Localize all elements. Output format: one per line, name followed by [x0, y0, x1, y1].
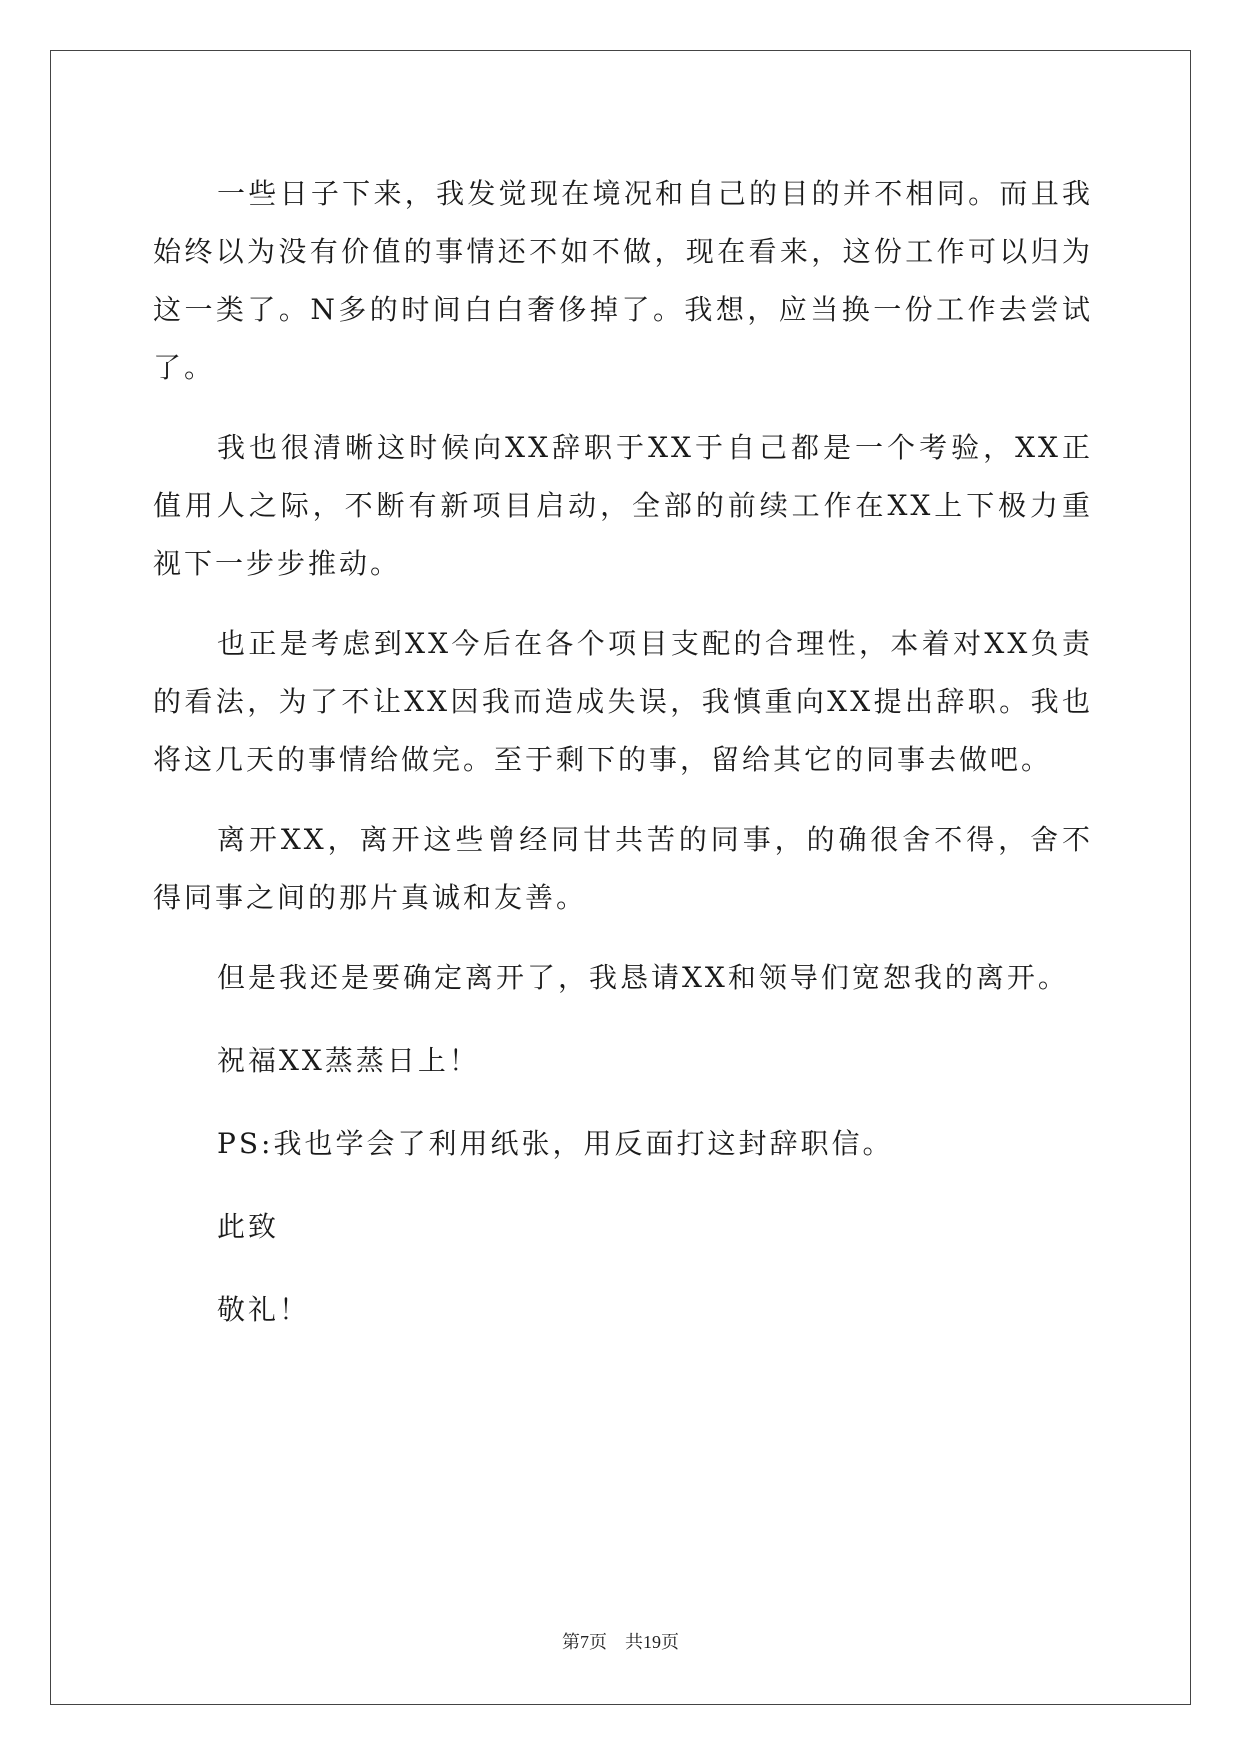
closing-regards: 敬礼！	[217, 1293, 311, 1326]
page-total: 共19页	[625, 1632, 679, 1652]
paragraph-1: 一些日子下来，我发觉现在境况和自己的目的并不相同。而且我始终以为没有价值的事情还不如不做，现在看来，这份工作可以归为这一类了。N多的时间白白奢侈掉了。我想，应当换一份工作去尝试了。	[153, 177, 1093, 384]
ps-note: PS:我也学会了利用纸张，用反面打这封辞职信。	[217, 1127, 894, 1160]
page-footer	[0, 1628, 1241, 1654]
blessing-line: 祝福XX蒸蒸日上！	[217, 1044, 480, 1077]
closing-salutation: 此致	[217, 1210, 280, 1243]
paragraph-3: 也正是考虑到XX今后在各个项目支配的合理性，本着对XX负责的看法，为了不让XX因我而造成失误，我慎重向XX提出辞职。我也将这几天的事情给做完。至于剩下的事，留给其它的同事去做吧。	[153, 627, 1093, 776]
page-number: 第7页	[562, 1632, 607, 1652]
paragraph-4: 离开XX，离开这些曾经同甘共苦的同事，的确很舍不得，舍不得同事之间的那片真诚和友善。	[153, 823, 1093, 914]
paragraph-2: 我也很清晰这时候向XX辞职于XX于自己都是一个考验，XX正值用人之际，不断有新项目启动，全部的前续工作在XX上下极力重视下一步步推动。	[153, 431, 1093, 580]
letter-body	[153, 165, 1093, 1364]
paragraph-5: 但是我还是要确定离开了，我恳请XX和领导们宽恕我的离开。	[217, 961, 1069, 994]
